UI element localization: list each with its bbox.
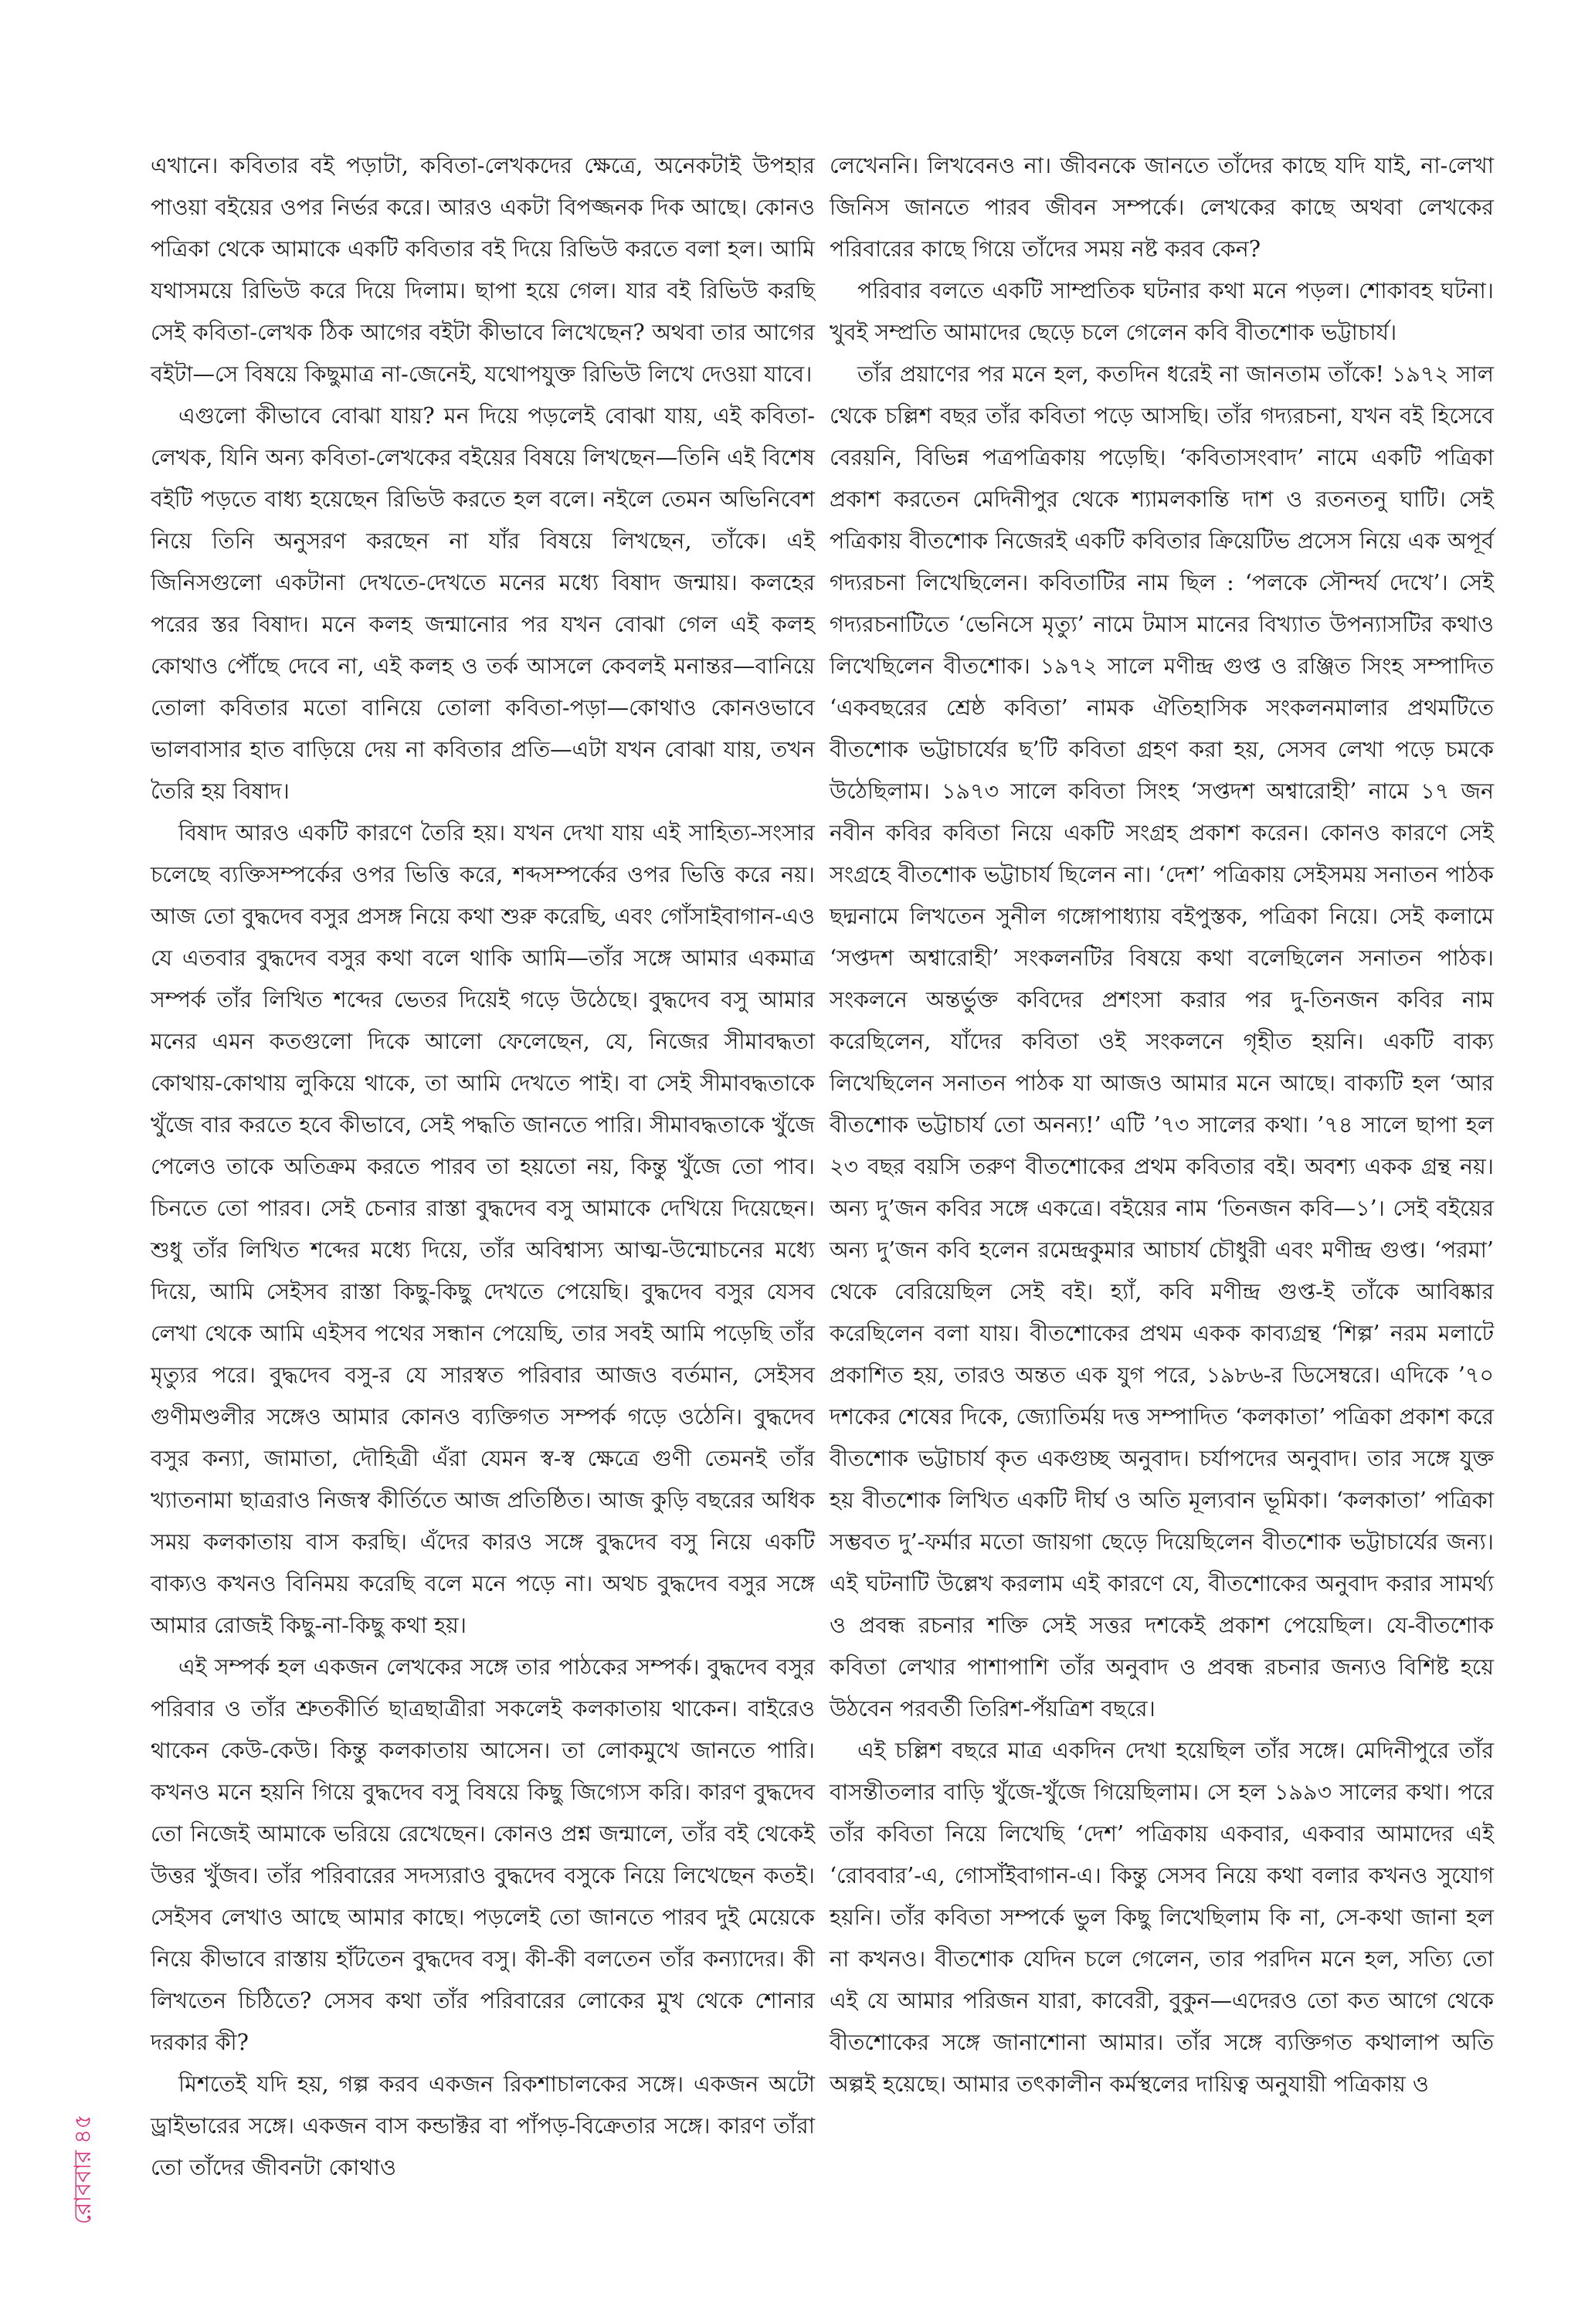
paragraph: এই সম্পর্ক হল একজন লেখকের সঙ্গে তার পাঠকের সম্পর্ক। বুদ্ধদেব বসুর পরিবার ও তাঁর শ্রুতকীর্তি ছাত্রছাত্রীরা সকলেই কলকাতায় থাকেন। বাইরেও থাকেন কেউ-কেউ। কিন্তু কলকাতায় আসেন। তা লোকমুখে জানতে পারি। কখনও মনে হয়নি গিয়ে বুদ্ধদেব বসু বিষয়ে কিছু জিগ্যেস করি। কারণ বুদ্ধদেব তো নিজেই আমাকে ভরিয়ে রেখেছেন। কোনও প্রশ্ন জন্মালে, তাঁর বই থেকেই উত্তর খুঁজব। তাঁর পরিবারের সদস্যরাও বুদ্ধদেব বসুকে নিয়ে লিখেছেন কতই। সেইসব লেখাও আছে আমার কাছে। পড়লেই তো জানতে পারব দুই মেয়েকে নিয়ে কীভাবে রাস্তায় হাঁটতেন বুদ্ধদেব বসু। কী-কী বলতেন তাঁর কন্যাদের। কী লিখতেন চিঠিতে? সেসব কথা তাঁর পরিবারের লোকের মুখ থেকে শোনার দরকার কী? — [151, 1654, 815, 2055]
paragraph: পরিবার বলতে একটি সাম্প্রতিক ঘটনার কথা মনে পড়ল। শোকাবহ ঘটনা। খুবই সম্প্রতি আমাদের ছেড়ে চলে গেলেন কবি বীতশোক ভট্টাচার্য। — [830, 278, 1494, 345]
left-column — [151, 145, 815, 2180]
page-number: ৪৫ — [69, 2114, 97, 2145]
paragraph: এখানে। কবিতার বই পড়াটা, কবিতা-লেখকদের ক্ষেত্রে, অনেকটাই উপহার পাওয়া বইয়ের ওপর নির্ভর করে। আরও একটা বিপজ্জনক দিক আছে। কোনও পত্রিকা থেকে আমাকে একটি কবিতার বই দিয়ে রিভিউ করতে বলা হল। আমি যথাসময়ে রিভিউ করে দিয়ে দিলাম। ছাপা হয়ে গেল। যার বই রিভিউ করছি সেই কবিতা-লেখক ঠিক আগের বইটা কীভাবে লিখেছেন? অথবা তার আগের বইটা—সে বিষয়ে কিছুমাত্র না-জেনেই, যথোপযুক্ত রিভিউ লিখে দেওয়া যাবে। — [151, 153, 815, 387]
magazine-name: রোববার — [69, 2150, 97, 2224]
paragraph: তাঁর প্রয়াণের পর মনে হল, কতদিন ধরেই না জানতাম তাঁকে! ১৯৭২ সাল থেকে চল্লিশ বছর তাঁর কবিতা পড়ে আসছি। তাঁর গদ্যরচনা, যখন বই হিসেবে বেরয়নি, বিভিন্ন পত্রপত্রিকায় পড়েছি। ‘কবিতাসংবাদ’ নামে একটি পত্রিকা প্রকাশ করতেন মেদিনীপুর থেকে শ্যামলকান্তি দাশ ও রতনতনু ঘাটি। সেই পত্রিকায় বীতশোক নিজেরই একটি কবিতার ক্রিয়েটিভ প্রসেস নিয়ে এক অপূর্ব গদ্যরচনা লিখেছিলেন। কবিতাটির নাম ছিল : ‘পলকে সৌন্দর্য দেখে’। সেই গদ্যরচনাটিতে ‘ভেনিসে মৃত্যু’ নামে টমাস মানের বিখ্যাত উপন্যাসটির কথাও লিখেছিলেন বীতশোক। ১৯৭২ সালে মণীন্দ্র গুপ্ত ও রঞ্জিত সিংহ সম্পাদিত ‘একবছরের শ্রেষ্ঠ কবিতা’ নামক ঐতিহাসিক সংকলনমালার প্রথমটিতে বীতশোক ভট্টাচার্যের ছ’টি কবিতা গ্রহণ করা হয়, সেসব লেখা পড়ে চমকে উঠেছিলাম। ১৯৭৩ সালে কবিতা সিংহ ‘সপ্তদশ অশ্বারোহী’ নামে ১৭ জন নবীন কবির কবিতা নিয়ে একটি সংগ্রহ প্রকাশ করেন। কোনও কারণে সেই সংগ্রহে বীতশোক ভট্টাচার্য ছিলেন না। ‘দেশ’ পত্রিকায় সেইসময় সনাতন পাঠক ছদ্মনামে লিখতেন সুনীল গঙ্গোপাধ্যায় বইপুস্তক, পত্রিকা নিয়ে। সেই কলামে ‘সপ্তদশ অশ্বারোহী’ সংকলনটির বিষয়ে কথা বলেছিলেন সনাতন পাঠক। সংকলনে অন্তর্ভুক্ত কবিদের প্রশংসা করার পর দু-তিনজন কবির নাম করেছিলেন, যাঁদের কবিতা ওই সংকলনে গৃহীত হয়নি। একটি বাক্য লিখেছিলেন সনাতন পাঠক যা আজও আমার মনে আছে। বাক্যটি হল ‘আর বীতশোক ভট্টাচার্য তো অনন্য!’ এটি ’৭৩ সালের কথা। ’৭৪ সালে ছাপা হল ২৩ বছর বয়সি তরুণ বীতশোকের প্রথম কবিতার বই। অবশ্য একক গ্রন্থ নয়। অন্য দু’জন কবির সঙ্গে একত্রে। বইয়ের নাম ‘তিনজন কবি—১’। সেই বইয়ের অন্য দু’জন কবি হলেন রমেন্দ্রকুমার আচার্য চৌধুরী এবং মণীন্দ্র গুপ্ত। ‘পরমা’ থেকে বেরিয়েছিল সেই বই। হ্যাঁ, কবি মণীন্দ্র গুপ্ত-ই তাঁকে আবিষ্কার করেছিলেন বলা যায়। বীতশোকের প্রথম একক কাব্যগ্রন্থ ‘শিল্প’ নরম মলাটে প্রকাশিত হয়, তারও অন্তত এক যুগ পরে, ১৯৮৬-র ডিসেম্বরে। এদিকে ’৭০ দশকের শেষের দিকে, জ্যোতির্ময় দত্ত সম্পাদিত ‘কলকাতা’ পত্রিকা প্রকাশ করে বীতশোক ভট্টাচার্য কৃত একগুচ্ছ অনুবাদ। চর্যাপদের অনুবাদ। তার সঙ্গে যুক্ত হয় বীতশোক লিখিত একটি দীর্ঘ ও অতি মূল্যবান ভূমিকা। ‘কলকাতা’ পত্রিকা সম্ভবত দু’-ফর্মার মতো জায়গা ছেড়ে দিয়েছিলেন বীতশোক ভট্টাচার্যের জন্য। এই ঘটনাটি উল্লেখ করলাম এই কারণে যে, বীতশোকের অনুবাদ করার সামর্থ্য ও প্রবন্ধ রচনার শক্তি সেই সত্তর দশকেই প্রকাশ পেয়েছিল। যে-বীতশোক কবিতা লেখার পাশাপাশি তাঁর অনুবাদ ও প্রবন্ধ রচনার জন্যও বিশিষ্ট হয়ে উঠবেন পরবর্তী তিরিশ-পঁয়ত্রিশ বছরে। — [830, 361, 1494, 1722]
paragraph: বিষাদ আরও একটি কারণে তৈরি হয়। যখন দেখা যায় এই সাহিত্য-সংসার চলেছে ব্যক্তিসম্পর্কের ওপর ভিত্তি করে, শব্দসম্পর্কের ওপর ভিত্তি করে নয়। আজ তো বুদ্ধদেব বসুর প্রসঙ্গ নিয়ে কথা শুরু করেছি, এবং গোঁসাইবাগান-এও যে এতবার বুদ্ধদেব বসুর কথা বলে থাকি আমি—তাঁর সঙ্গে আমার একমাত্র সম্পর্ক তাঁর লিখিত শব্দের ভেতর দিয়েই গড়ে উঠেছে। বুদ্ধদেব বসু আমার মনের এমন কতগুলো দিকে আলো ফেলেছেন, যে, নিজের সীমাবদ্ধতা কোথায়-কোথায় লুকিয়ে থাকে, তা আমি দেখতে পাই। বা সেই সীমাবদ্ধতাকে খুঁজে বার করতে হবে কীভাবে, সেই পদ্ধতি জানতে পারি। সীমাবদ্ধতাকে খুঁজে পেলেও তাকে অতিক্রম করতে পারব তা হয়তো নয়, কিন্তু খুঁজে তো পাব। চিনতে তো পারব। সেই চেনার রাস্তা বুদ্ধদেব বসু আমাকে দেখিয়ে দিয়েছেন। শুধু তাঁর লিখিত শব্দের মধ্যে দিয়ে, তাঁর অবিশ্বাস্য আত্ম-উন্মোচনের মধ্যে দিয়ে, আমি সেইসব রাস্তা কিছু-কিছু দেখতে পেয়েছি। বুদ্ধদেব বসুর যেসব লেখা থেকে আমি এইসব পথের সন্ধান পেয়েছি, তার সবই আমি পড়েছি তাঁর মৃত্যুর পরে। বুদ্ধদেব বসু-র যে সারস্বত পরিবার আজও বর্তমান, সেইসব গুণীমণ্ডলীর সঙ্গেও আমার কোনও ব্যক্তিগত সম্পর্ক গড়ে ওঠেনি। বুদ্ধদেব বসুর কন্যা, জামাতা, দৌহিত্রী এঁরা যেমন স্ব-স্ব ক্ষেত্রে গুণী তেমনই তাঁর খ্যাতনামা ছাত্ররাও নিজস্ব কীর্তিতে আজ প্রতিষ্ঠিত। আজ কুড়ি বছরের অধিক সময় কলকাতায় বাস করছি। এঁদের কারও সঙ্গে বুদ্ধদেব বসু নিয়ে একটি বাক্যও কখনও বিনিময় করেছি বলে মনে পড়ে না। অথচ বুদ্ধদেব বসুর সঙ্গে আমার রোজই কিছু-না-কিছু কথা হয়। — [151, 820, 815, 1638]
paragraph: মিশতেই যদি হয়, গল্প করব একজন রিকশাচালকের সঙ্গে। একজন অটো ড্রাইভারের সঙ্গে। একজন বাস কন্ডাক্টর বা পাঁপড়-বিক্রেতার সঙ্গে। কারণ তাঁরা তো তাঁদের জীবনটা কোথাও — [151, 2071, 815, 2180]
page-folio — [68, 2047, 99, 2224]
paragraph: এই চল্লিশ বছরে মাত্র একদিন দেখা হয়েছিল তাঁর সঙ্গে। মেদিনীপুরে তাঁর বাসন্তীতলার বাড়ি খুঁজে-খুঁজে গিয়েছিলাম। সে হল ১৯৯৩ সালের কথা। পরে তাঁর কবিতা নিয়ে লিখেছি ‘দেশ’ পত্রিকায় একবার, একবার আমাদের এই ‘রোববার’-এ, গোসাঁইবাগান-এ। কিন্তু সেসব নিয়ে কথা বলার কখনও সুযোগ হয়নি। তাঁর কবিতা সম্পর্কে ভুল কিছু লিখেছিলাম কি না, সে-কথা জানা হল না কখনও। বীতশোক যেদিন চলে গেলেন, তার পরদিন মনে হল, সত্যি তো এই যে আমার পরিজন যারা, কাবেরী, বুকুন—এদেরও তো কত আগে থেকে বীতশোকের সঙ্গে জানাশোনা আমার। তাঁর সঙ্গে ব্যক্তিগত কথালাপ অতি অল্পই হয়েছে। আমার তৎকালীন কর্মস্থলের দায়িত্ব অনুযায়ী পত্রিকায় ও — [830, 1738, 1494, 2097]
paragraph: এগুলো কীভাবে বোঝা যায়? মন দিয়ে পড়লেই বোঝা যায়, এই কবিতা-লেখক, যিনি অন্য কবিতা-লেখকের বইয়ের বিষয়ে লিখছেন—তিনি এই বিশেষ বইটি পড়তে বাধ্য হয়েছেন রিভিউ করতে হল বলে। নইলে তেমন অভিনিবেশ নিয়ে তিনি অনুসরণ করছেন না যাঁর বিষয়ে লিখছেন, তাঁকে। এই জিনিসগুলো একটানা দেখতে-দেখতে মনের মধ্যে বিষাদ জন্মায়। কলহের পরের স্তর বিষাদ। মনে কলহ জন্মানোর পর যখন বোঝা গেল এই কলহ কোথাও পৌঁছে দেবে না, এই কলহ ও তর্ক আসলে কেবলই মনান্তর—বানিয়ে তোলা কবিতার মতো বানিয়ে তোলা কবিতা-পড়া—কোথাও কোনওভাবে ভালবাসার হাত বাড়িয়ে দেয় না কবিতার প্রতি—এটা যখন বোঝা যায়, তখন তৈরি হয় বিষাদ। — [151, 403, 815, 804]
paragraph: লেখেননি। লিখবেনও না। জীবনকে জানতে তাঁদের কাছে যদি যাই, না-লেখা জিনিস জানতে পারব জীবন সম্পর্কে। লেখকের কাছে অথবা লেখকের পরিবারের কাছে গিয়ে তাঁদের সময় নষ্ট করব কেন? — [830, 153, 1494, 262]
right-column — [830, 145, 1494, 2215]
